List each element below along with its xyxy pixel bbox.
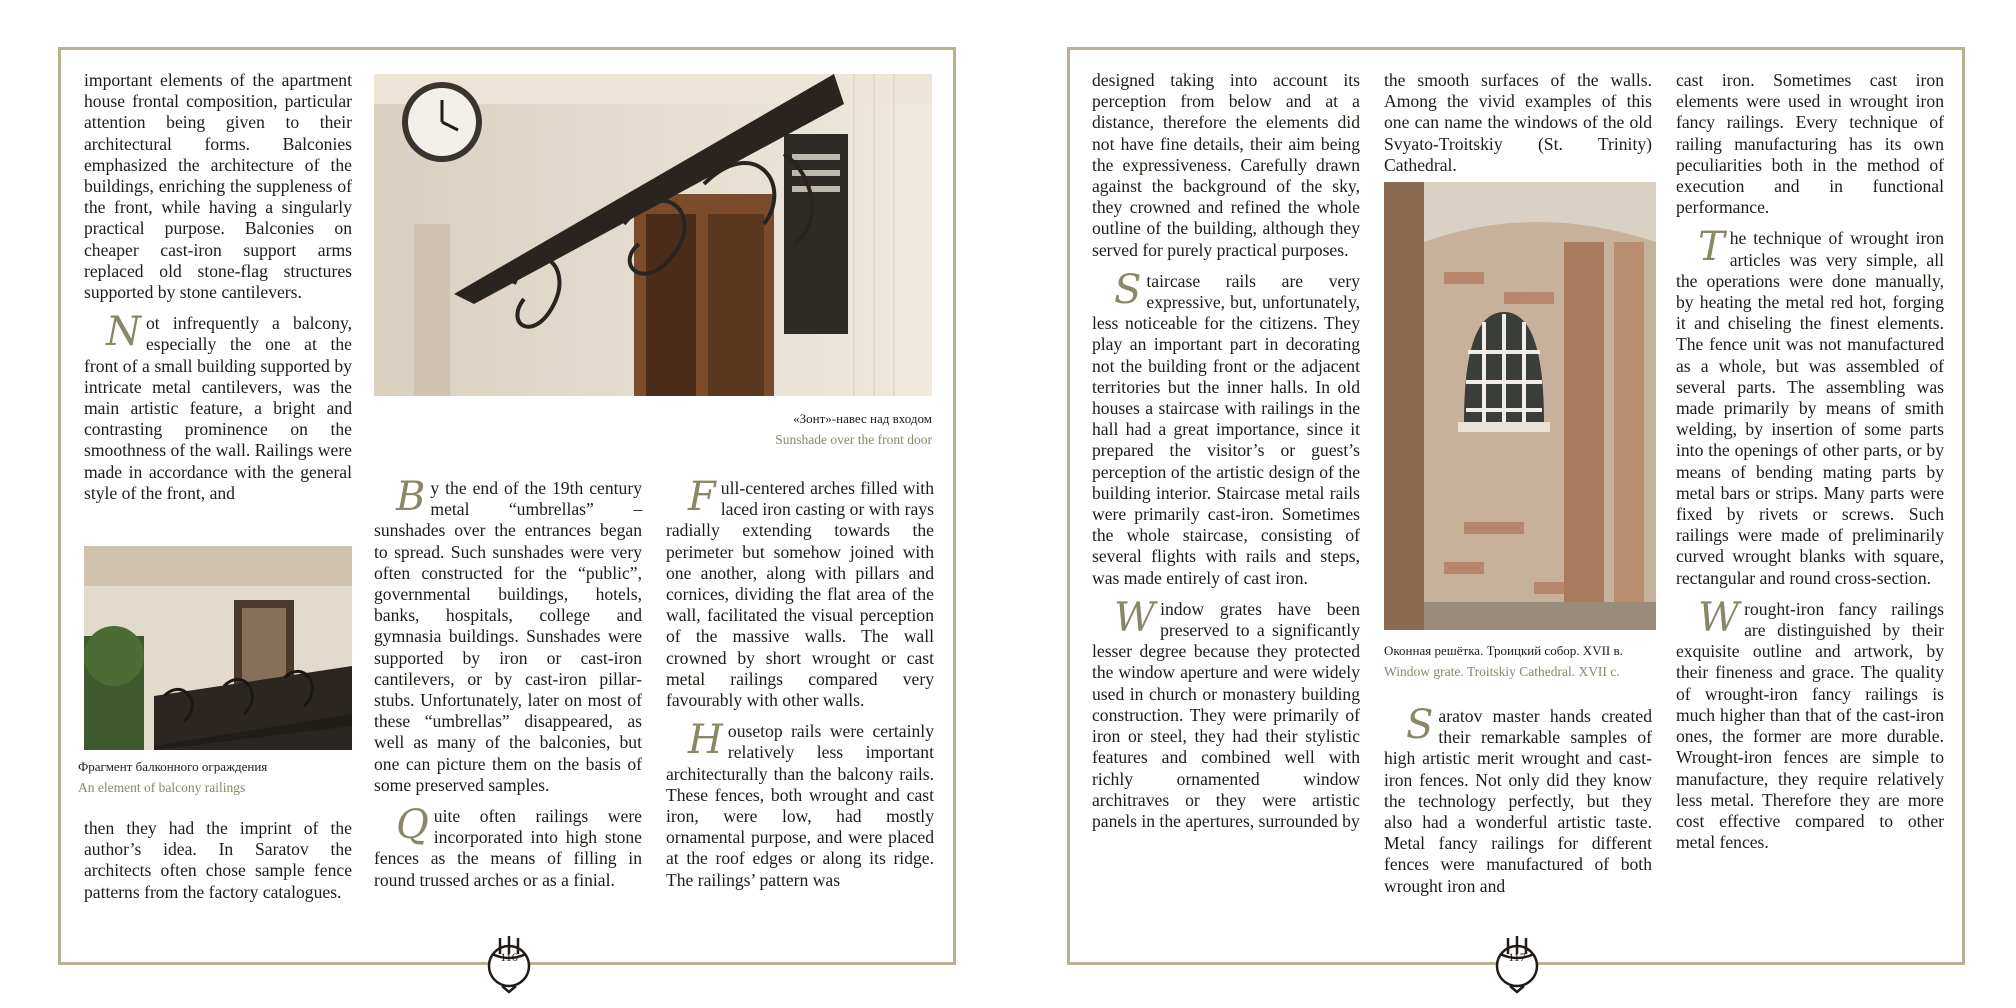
paragraph	[1676, 224, 1944, 588]
drop-cap: T	[1698, 224, 1725, 271]
paragraph-text: designed taking into account its perception from below and at a distance, therefore the elements did not have fine details, their aim being the expressiveness. Carefully drawn against the background of the sky, they crowned and refined the whole outline of the building, although they served for purely practical purposes.	[1092, 70, 1360, 260]
paragraph	[1092, 70, 1360, 261]
page-number-right: 117	[1508, 950, 1526, 964]
drop-cap: S	[1406, 702, 1434, 748]
sunshade-caption	[376, 408, 932, 450]
paragraph	[666, 474, 934, 711]
paragraph	[374, 802, 642, 891]
balcony-caption-ru: Фрагмент балконного ограждения	[78, 759, 268, 774]
drop-cap: H	[688, 717, 723, 764]
page-number-left: 116	[500, 950, 518, 964]
paragraph-text: he technique of wrought iron articles was very simple, all the operations were done manually, by heating the metal red hot, forging it and chiseling the finest elements. The fence unit was not manufactured as a whole, but was assembled of several parts. The assembling was made primarily by means of smith welding, by insertion of some parts into the openings of other parts, or by means of bending mating parts by metal bars or strips. Many parts were fixed by rivets or screws. Such railings were made of preliminarily curved wrought blanks with square, rectangular and round cross-section.	[1676, 228, 1944, 588]
paragraph-text: taircase rails are very expressive, but, unfortunately, less noticeable for the citizens. They play an important part in decorating not the building front or the adjacent territories but the inner halls. In old houses a staircase with railings in the hall had a great importance, since it prepared the visitor’s or guest’s perception of the artistic design of the building interior. Staircase metal rails were primarily cast-iron. Sometimes the whole staircase, consisting of several flights with rails and steps, was made entirely of cast iron.	[1092, 270, 1360, 588]
left-col1-top	[84, 70, 352, 504]
paragraph	[1092, 594, 1360, 832]
left-col1-bottom	[84, 818, 352, 903]
paragraph	[1676, 594, 1944, 853]
balcony-caption-en: An element of balcony railings	[78, 780, 246, 795]
window-photo	[1384, 182, 1656, 630]
window-caption-ru: Оконная решётка. Троицкий собор. XVII в.	[1384, 643, 1623, 658]
left-col2	[374, 474, 642, 891]
paragraph	[84, 818, 352, 903]
paragraph-text: ousetop rails were certainly relatively less important architecturally than the balcony rails. These fences, both wrought and cast iron, were low, had mostly ornamental purpose, and were placed at the roof edges or along its ridge. The railings’ pattern was	[666, 721, 934, 890]
paragraph-text: uite often railings were incorporated into high stone fences as the means of filling in round trussed arches or as a finial.	[374, 806, 642, 890]
paragraph-text: indow grates have been preserved to a significantly lesser degree because they protected the window aperture and were widely used in church or monastery building construction. They were primarily of iron or steel, they had their stylistic features and combined well with richly ornamented window architraves or they were artistic panels in the apertures, surrounded by	[1092, 598, 1360, 831]
paragraph	[1092, 266, 1360, 589]
left-col3	[666, 474, 934, 891]
right-col3	[1676, 70, 1944, 853]
paragraph-text: ot infrequently a balcony, especially the one at the front of a small building supported by intricate metal cantilevers, was the main artistic feature, a bright and contrasting prominence on the smoothness of the wall. Railings were made in accordance with the general style of the front, and	[84, 313, 352, 503]
right-col2-top	[1384, 70, 1652, 176]
paragraph-text: cast iron. Sometimes cast iron elements were used in wrought iron fancy railings. Every technique of railing manufacturing has its own peculiarities both in the method of execution and in functional performance.	[1676, 70, 1944, 218]
paragraph-text: important elements of the apartment house frontal composition, particular attention being given to their architectural forms. Balconies emphasized the architecture of the buildings, enriching the suppleness of the front, while having a singularly practical purpose. Balconies on cheaper cast-iron support arms replaced old stone-flag structures supported by stone cantilevers.	[84, 70, 352, 303]
balcony-photo	[84, 546, 352, 750]
drop-cap: N	[106, 309, 141, 356]
paragraph	[1384, 70, 1652, 176]
drop-cap: W	[1698, 594, 1740, 641]
right-col2-bottom	[1384, 702, 1652, 897]
paragraph-text: the smooth surfaces of the walls. Among the vivid examples of this one can name the windows of the old Svyato-Troitskiy (St. Trinity) Cathedral.	[1384, 70, 1652, 175]
paragraph	[1384, 702, 1652, 897]
drop-cap: F	[688, 474, 716, 520]
balcony-caption	[78, 756, 354, 798]
drop-cap: Q	[396, 802, 429, 849]
sunshade-photo	[374, 74, 932, 396]
drop-cap: B	[396, 474, 426, 520]
page-emblem-right	[1486, 932, 1548, 994]
paragraph	[84, 70, 352, 303]
page-emblem-left	[478, 932, 540, 994]
sunshade-caption-en: Sunshade over the front door	[775, 432, 932, 447]
drop-cap: W	[1114, 594, 1156, 641]
window-caption	[1384, 640, 1660, 682]
right-col1	[1092, 70, 1360, 832]
paragraph-text: rought-iron fancy railings are distinguished by their exquisite outline and artwork, by their fineness and grace. The quality of wrought-iron fancy railings is much higher than that of the cast-iron ones, the former are more durable. Wrought-iron fences are simple to manufacture, they require relatively less metal. Therefore they are more cost effective compared to other metal fences.	[1676, 598, 1944, 853]
paragraph	[84, 309, 352, 504]
paragraph-text: then they had the imprint of the author’s idea. In Saratov the architects often chose sample fence patterns from the factory catalogues.	[84, 818, 352, 902]
paragraph-text: y the end of the 19th century metal “umbrellas” – sunshades over the entrances began to spread. Such sunshades were very often constructed for the “public”, governmental buildings, hotels, banks, hospitals, college and gymnasia buildings. Sunshades were supported by iron or cast-iron cantilevers, or by cast-iron pillar-stubs. Unfortunately, later on most of these “umbrellas” disappeared, as well as many of the balconies, but one can picture them on the basis of some preserved samples.	[374, 478, 642, 795]
paragraph	[666, 717, 934, 891]
window-caption-en: Window grate. Troitskiy Cathedral. XVII c.	[1384, 664, 1620, 679]
sunshade-caption-ru: «Зонт»-навес над входом	[793, 411, 932, 426]
paragraph	[1676, 70, 1944, 218]
paragraph	[374, 474, 642, 796]
paragraph-text: ull-centered arches filled with laced iron casting or with rays radially extending towards the perimeter but somehow joined with one another, along with pillars and cornices, dividing the flat area of the wall, facilitated the visual perception of the massive walls. The wall crowned by short wrought or cast metal railings compared very favourably with other walls.	[666, 478, 934, 711]
drop-cap: S	[1114, 266, 1142, 313]
paragraph-text: aratov master hands created their remarkable samples of high artistic merit wrought and cast-iron fences. Not only did they know the technology perfectly, but they also had a wonderful artistic taste. Metal fancy railings for different fences were manufactured of both wrought iron and	[1384, 706, 1652, 896]
